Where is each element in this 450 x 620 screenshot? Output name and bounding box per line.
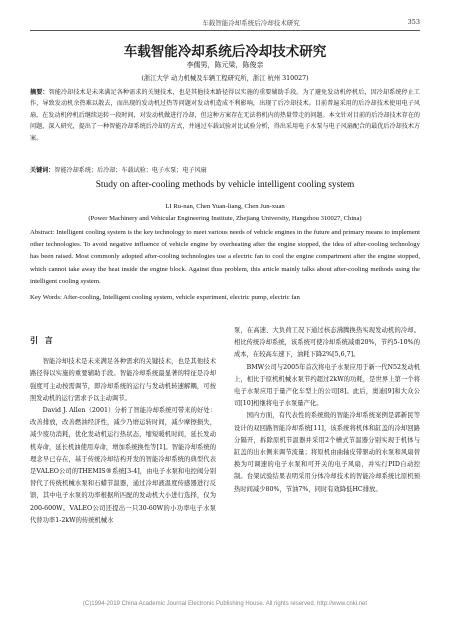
english-abstract-text: Intelligent cooling system is the key technology to meet various needs of vehicle engines in the future and primary means to implement other technologies. To avoid negative influence of vehicle engine by overheating after the engine stopped, the idea of after-cooling technology has been raised. Most commonly adopted after-cooling technologies use a electric fan to cool the engine compartment after the engine stopped, which cannot take away the heat inside the engine block. Against thus problem, this article mainly talks about after-cooling methods using the intelligent cooling system. — [30, 229, 421, 285]
english-title: Study on after-cooling methods by vehicle intelligent cooling system — [95, 180, 355, 190]
english-keywords-text: After-cooling, Intelligent cooling system, vehicle experiment, electric pump, electric fan — [63, 294, 300, 301]
english-affiliation: (Power Machinery and Vehicular Engineering Institute, Zhejiang University, Hangzhou 310027, China) — [88, 215, 362, 222]
body-left-column — [30, 323, 216, 527]
english-keywords — [30, 294, 420, 301]
english-abstract-label: Abstract: — [30, 229, 55, 236]
copyright-footer: (C)1994-2019 China Academic Journal Electronic Publishing House. All rights reserved. http://www.cnki.net — [82, 601, 368, 607]
english-keywords-label: Key Words: — [30, 294, 62, 301]
body-right-column — [234, 325, 420, 496]
chinese-affiliation: (浙江大学 动力机械及车辆工程研究所，浙江 杭州 310027) — [141, 75, 309, 82]
chinese-abstract-text: 智能冷却技术是未来满足各种需求的关键技术，也是其他技术路径得以实施的重要辅助手段。为了避免发动机停机后，因冷却系统停止工作，导致发动机余热难以散去，而出现的发动机过热等问题对发动机造成不利影响，出现了后冷却技术。目前普遍采用的后冷却技术使用电子风扇，在发动机停机后继续运转一段时间，对发动机做进行冷却，但这种方案存在无法将机内的热量带走的问题。本文针对目前的后冷却技术存在的问题，深入研究，提出了一种智能冷却系统后冷却的方式，并通过车载试验对比试验分析，得出采用电子水泵与电子风扇配合的最优后冷却技术方案。 — [30, 89, 421, 142]
english-authors: LI Ru-nan, Chen Yuan-liang, Chen Jun-xuan — [165, 203, 285, 210]
chinese-abstract — [30, 87, 420, 144]
chinese-keywords-text: 智能冷却系统；后冷却；车载试验；电子水泵；电子风扇 — [54, 167, 207, 174]
body-paragraph: BMW公司与2005年首次将电子水泵应用于新一代N52发动机上，相比于原机机械水泵节约超过2kW的功耗，是世界上第一个将电子水泵应用于量产化车型上的公司[8]。此后，奥迪[9]和大众公司[10]相继将电子水泵量产化。 — [234, 363, 420, 408]
english-abstract — [30, 227, 420, 288]
body-paragraph-continued: 泵，在高速、大负荷工况下通过核态沸腾换热实现发动机的冷却。相比传统冷却系统，该系统可使冷却系统减重20%，节约5-10%的成本，在较高车速下，油耗下降2%[5,6,7]。 — [234, 327, 420, 359]
chinese-keywords-label: 关键词： — [30, 167, 55, 174]
chinese-keywords — [30, 165, 420, 174]
chinese-authors: 李儒男，陈元梁，陈俊亲 — [186, 61, 264, 69]
running-head-title: 车载智能冷却系统后冷却技术研究 — [202, 19, 300, 27]
chinese-abstract-label: 摘要： — [30, 89, 49, 96]
body-paragraph: 智能冷却技术是未来满足各种需求的关键技术，也是其他技术路径得以实施的重要辅助手段。智能冷却系统最显著的特征是冷却强度可主动按需调节，即冷却系统的运行与发动机转速解耦，可按照发动机的运行需求予以主动调节。 — [30, 358, 216, 402]
section-heading-introduction: 引 言 — [30, 336, 55, 345]
body-paragraph: David J. Allen（2001）分析了智能冷却系统可带来的好处：改善排放，改善燃油经济性，减少乃磨运转时间，减少摩擦损失，减少废功消耗，优化发动机运行热状态，缩短暖机时间，延长发动机寿命，延长机油使用寿命，增加系统换性等[1]。智能冷却系统的理念早已存在，基于传统冷却结构开发的智能冷却系统的典型代表是VALEO公司的THEMIS®系统[3-4]，由电子水泵和电控阀分别替代了传统机械水泵和石蜡节温器，通过冷却液温度传感器进行反馈，其中电子水泵的功率根据所匹配的发动机大小进行选择，仅为200-600W。VALEO公司还提出一只30-60W的小功率电子水泵代替功率1-2kW的传统机械水 — [30, 407, 216, 524]
header-rule — [30, 30, 420, 31]
page-number: 353 — [407, 18, 420, 26]
chinese-title: 车载智能冷却系统后冷却技术研究 — [123, 44, 327, 60]
body-paragraph: 国内方面，有代表性的系统级的智能冷却系统案例是郭新民等设计的双回路智能冷却系统[11]，该系统将机体和缸盖的冷却回路分隔开，拆除原机节温器并采用2个槽式节温器分别实现于机体与缸盖的出水侧来调节流量；将原机由曲轴皮带驱动的水泵和风扇替换为可调速的电子水泵和可开关的电子风扇，并实行PID自动控制。台架试验结果表明采用分体冷却技术的智能冷却系统比原机预热时间减少80%，节油7%，同时有效降低HC排放。 — [234, 412, 420, 493]
running-head — [92, 18, 420, 30]
